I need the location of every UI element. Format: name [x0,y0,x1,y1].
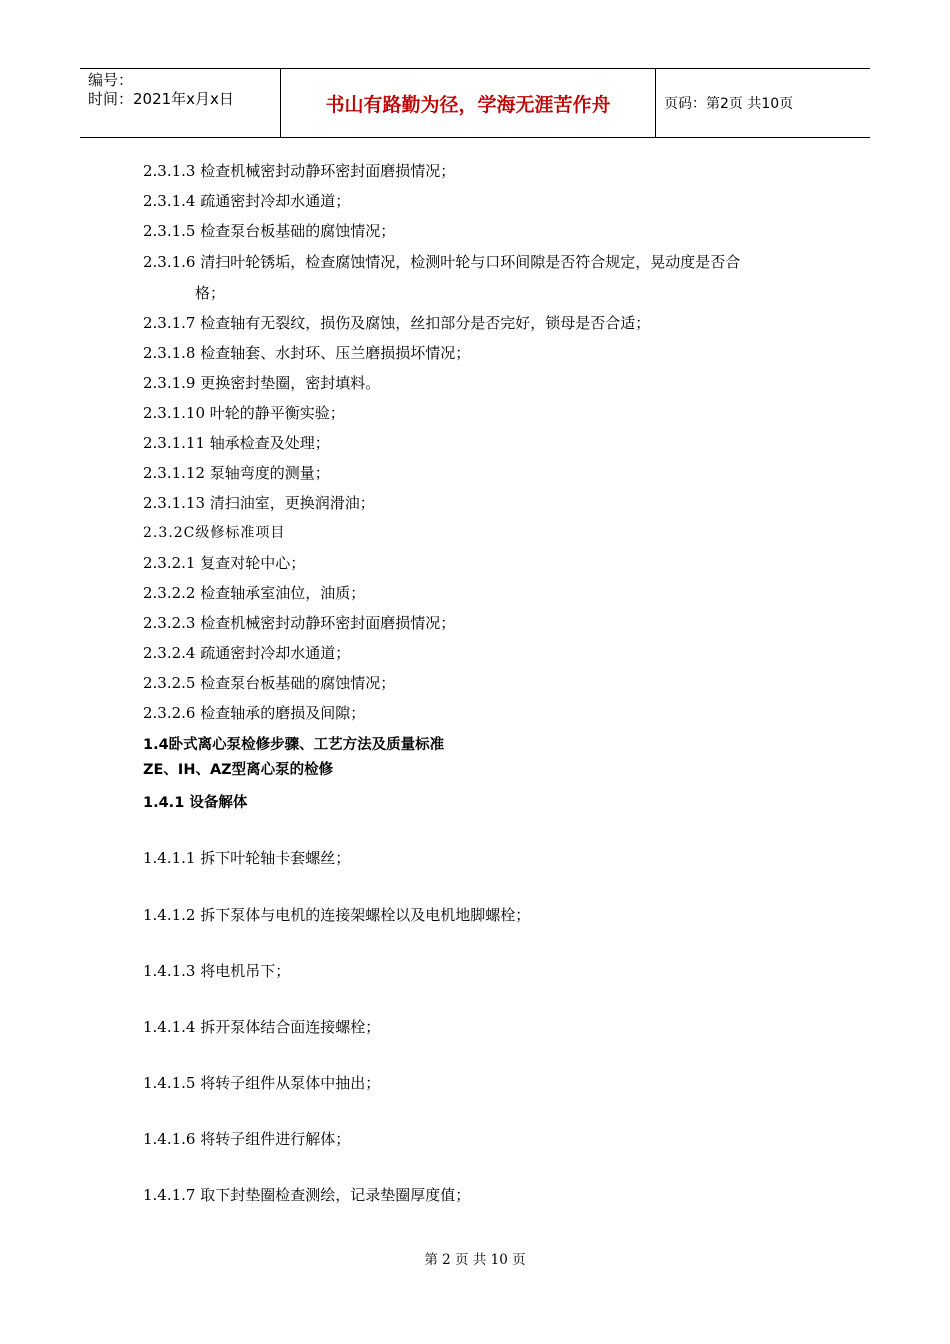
text-line-continuation: 格； [195,284,226,302]
text-line: 1.4.1.3 将电机吊下； [143,962,291,980]
text-line: 2.3.1.5 检查泵台板基础的腐蚀情况； [143,222,396,240]
text-line: 2.3.2.4 疏通密封冷却水通道； [143,644,351,662]
text-line: 1.4.1.5 将转子组件从泵体中抽出； [143,1074,381,1092]
text-line: 1.4.1.6 将转子组件进行解体； [143,1130,351,1148]
text-line: 2.3.2.5 检查泵台板基础的腐蚀情况； [143,674,396,692]
header-motto: 书山有路勤为径，学海无涯苦作舟 [280,69,656,137]
text-line: 2.3.1.4 疏通密封冷却水通道； [143,192,351,210]
text-line: 2.3.2.1 复查对轮中心； [143,554,306,572]
section-subheading: ZE、IH、AZ型离心泵的检修 [143,762,334,778]
header-left-cell [80,69,280,139]
text-line: 1.4.1.1 拆下叶轮轴卡套螺丝； [143,849,351,867]
page-footer: 第 2 页 共 10 页 [424,1252,526,1268]
text-line: 2.3.2.6 检查轴承的磨损及间隙； [143,704,366,722]
text-line: 2.3.1.10 叶轮的静平衡实验； [143,404,345,422]
text-line: 2.3.1.8 检查轴套、水封环、压兰磨损损坏情况； [143,344,471,362]
text-line: 2.3.1.3 检查机械密封动静环密封面磨损情况； [143,162,456,180]
text-line: 1.4.1.7 取下封垫圈检查测绘，记录垫圈厚度值； [143,1186,471,1204]
text-line: 2.3.1.13 清扫油室，更换润滑油； [143,494,375,512]
text-line: 2.3.2.3 检查机械密封动静环密封面磨损情况； [143,614,456,632]
header-page-label: 页码：第2页 共10页 [664,96,794,112]
document-number-label: 编号： [88,71,134,89]
text-line: 2.3.1.6 清扫叶轮锈垢，检查腐蚀情况，检测叶轮与口环间隙是否符合规定，晃动度是否合 [143,253,741,271]
page-header [80,68,870,138]
text-line: 2.3.1.9 更换密封垫圈，密封填料。 [143,374,381,392]
section-heading-1-4-1: 1.4.1 设备解体 [143,795,248,811]
text-line: 1.4.1.2 拆下泵体与电机的连接架螺栓以及电机地脚螺栓； [143,906,531,924]
text-line: 2.3.1.11 轴承检查及处理； [143,434,330,452]
text-line: 2.3.1.7 检查轴有无裂纹，损伤及腐蚀，丝扣部分是否完好，锁母是否合适； [143,314,651,332]
text-line: 1.4.1.4 拆开泵体结合面连接螺栓； [143,1018,381,1036]
subsection-heading: 2.3.2C级修标准项目 [143,525,286,541]
text-line: 2.3.1.12 泵轴弯度的测量； [143,464,330,482]
text-line: 2.3.2.2 检查轴承室油位，油质； [143,584,366,602]
document-time-label: 时间：2021年x月x日 [88,90,234,108]
section-heading: 1.4卧式离心泵检修步骤、工艺方法及质量标准 [143,737,445,753]
